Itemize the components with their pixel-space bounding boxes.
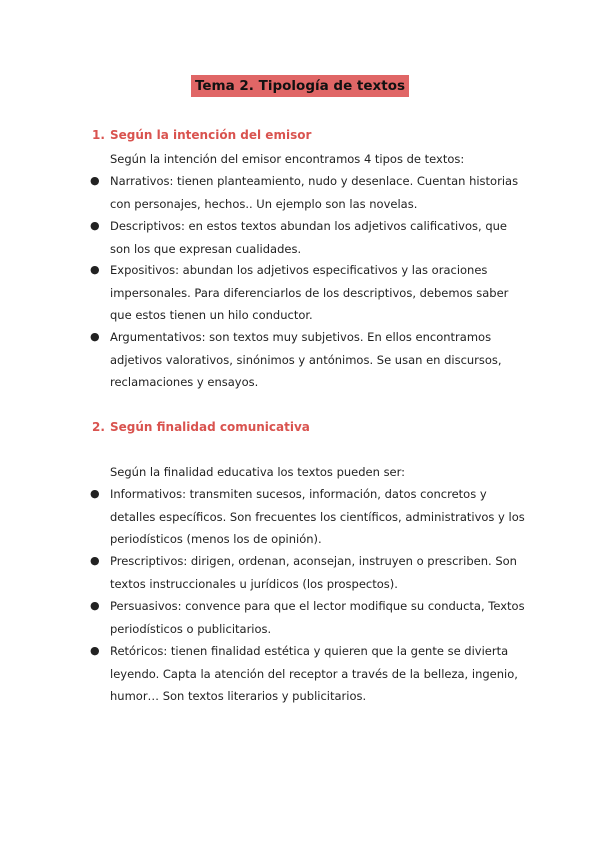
title-wrapper (0, 75, 600, 97)
section-2-title: Según finalidad comunicativa (110, 420, 310, 434)
list-item (90, 215, 530, 260)
list-item (90, 595, 530, 640)
list-item (90, 259, 530, 327)
list-item-text: Informativos: transmiten sucesos, información, datos concretos y detalles específicos. Son frecuentes los científicos, administrativos y los periodísticos (menos los de opinión). (110, 487, 525, 546)
list-item (90, 170, 530, 215)
bullet-icon: ● (90, 554, 100, 567)
list-item-text: Argumentativos: son textos muy subjetivos. En ellos encontramos adjetivos valorativos, sinónimos y antónimos. Se usan en discursos, reclamaciones y ensayos. (110, 330, 502, 389)
section-1-title: Según la intención del emisor (110, 128, 312, 142)
bullet-icon: ● (90, 487, 100, 500)
bullet-icon: ● (90, 644, 100, 657)
list-item-text: Expositivos: abundan los adjetivos especificativos y las oraciones impersonales. Para diferenciarlos de los descriptivos, debemos saber que estos tienen un hilo conductor. (110, 263, 509, 322)
list-item (90, 326, 530, 394)
section-2-number: 2. (92, 420, 105, 434)
list-item-text: Descriptivos: en estos textos abundan los adjetivos calificativos, que son los que expresan cualidades. (110, 219, 507, 256)
bullet-icon: ● (90, 330, 100, 343)
list-item (90, 640, 530, 708)
list-item (90, 550, 530, 595)
section-1-intro: Según la intención del emisor encontramos 4 tipos de textos: (110, 152, 465, 166)
list-item (90, 483, 530, 551)
bullet-icon: ● (90, 174, 100, 187)
list-item-text: Prescriptivos: dirigen, ordenan, aconsejan, instruyen o prescriben. Son textos instruccionales u jurídicos (los prospectos). (110, 554, 517, 591)
list-item-text: Narrativos: tienen planteamiento, nudo y desenlace. Cuentan historias con personajes, hechos.. Un ejemplo son las novelas. (110, 174, 519, 211)
section-1-heading (92, 127, 311, 143)
bullet-icon: ● (90, 599, 100, 612)
bullet-icon: ● (90, 219, 100, 232)
section-1-number: 1. (92, 128, 105, 142)
page-title: Tema 2. Tipología de textos (191, 75, 409, 97)
list-item-text: Persuasivos: convence para que el lector modifique su conducta, Textos periodísticos o publicitarios. (110, 599, 525, 636)
section-2-heading (92, 419, 310, 435)
bullet-icon: ● (90, 263, 100, 276)
section-2-intro: Según la finalidad educativa los textos pueden ser: (110, 465, 406, 479)
list-item-text: Retóricos: tienen finalidad estética y quieren que la gente se divierta leyendo. Capta la atención del receptor a través de la belleza, ingenio, humor… Son textos literarios y publicitarios. (110, 644, 518, 703)
